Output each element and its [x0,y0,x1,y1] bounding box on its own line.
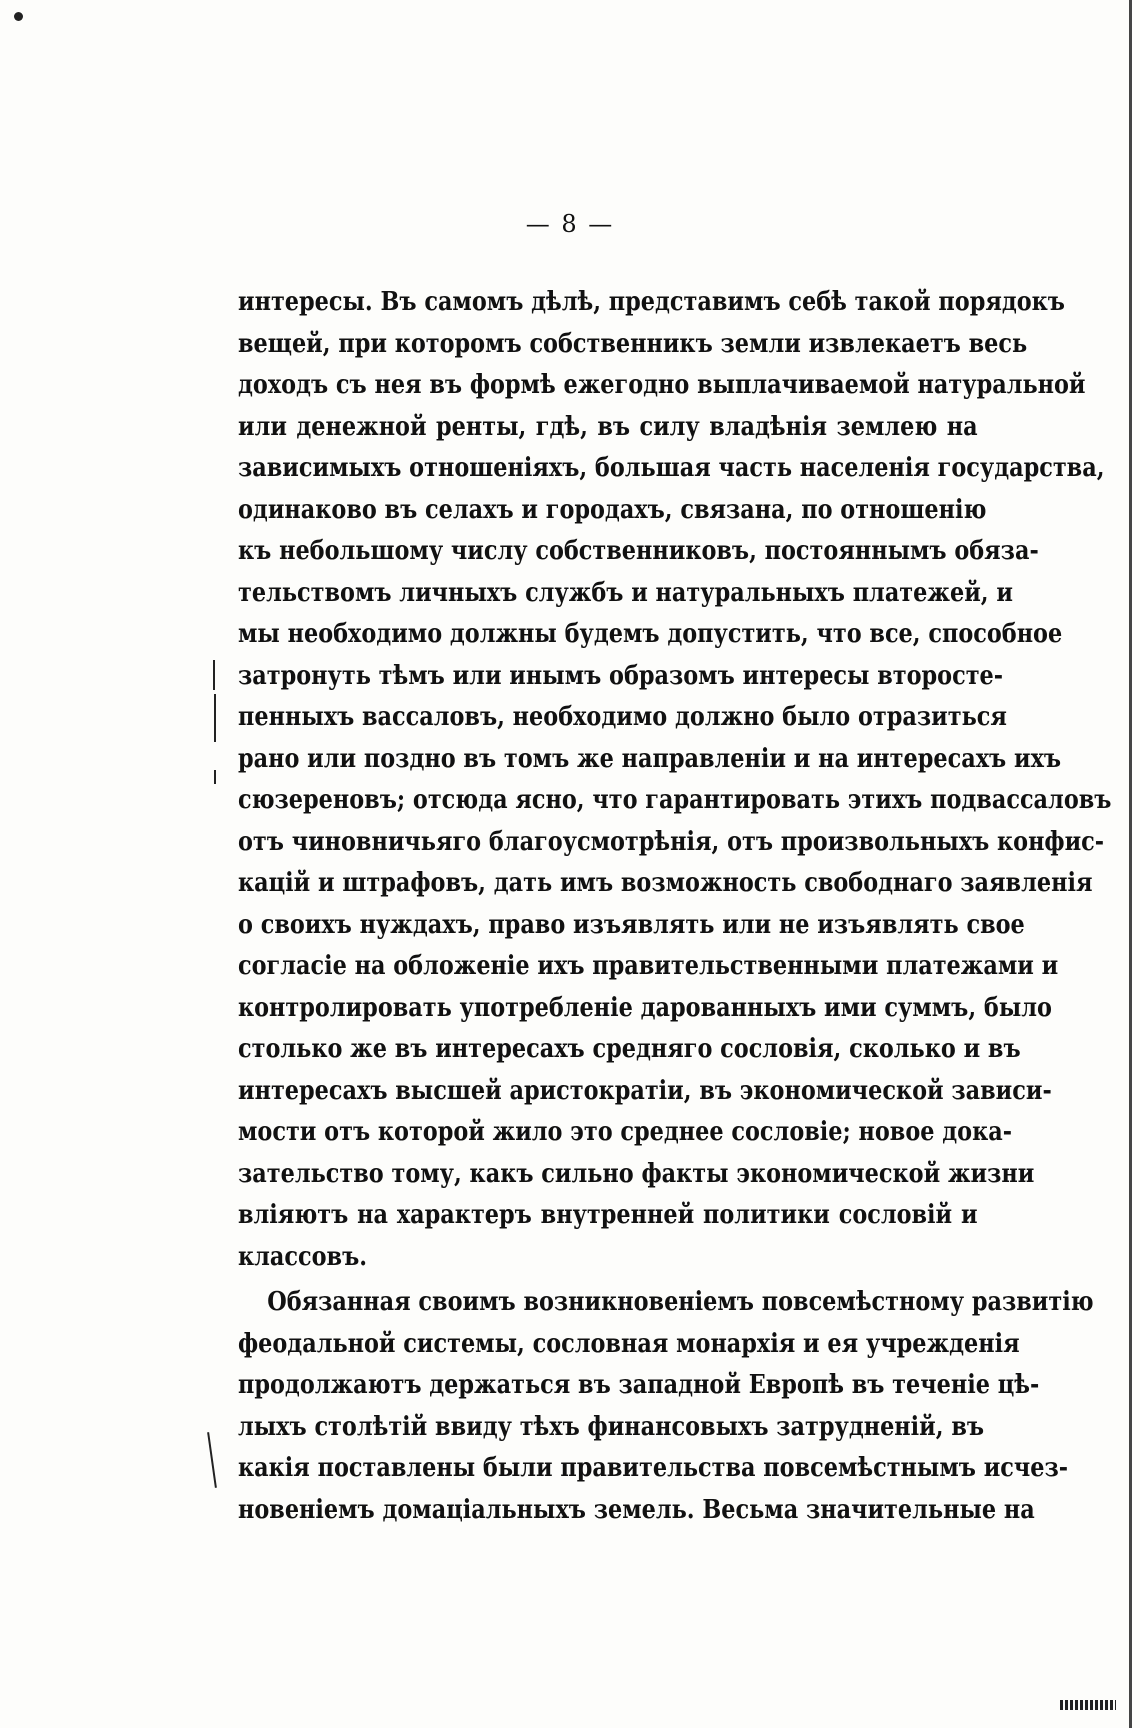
text-line: интересахъ высшей аристократіи, въ экономической зависи- [238,1075,1052,1106]
text-line: продолжаютъ держаться въ западной Европѣ въ теченіе цѣ- [238,1370,1040,1400]
ink-smudge [1060,1700,1116,1710]
text-line: мы необходимо должны будемъ допустить, что все, способное [238,619,1063,649]
text-line: согласіе на обложеніе ихъ правительственными платежами и [238,951,1059,981]
text-line: къ небольшому числу собственниковъ, постояннымъ обяза- [238,536,1039,566]
text-line: сюзереновъ; отсюда ясно, что гарантировать этихъ подвассаловъ [238,785,1112,815]
text-line: вліяютъ на характеръ внутренней политики сословій и [238,1200,978,1230]
text-line: доходъ съ нея въ формѣ ежегодно выплачиваемой натуральной [238,370,1086,400]
text-line: отъ чиновничьяго благоусмотрѣнія, отъ произвольныхъ конфис- [238,826,1105,857]
text-line: контролировать употребленіе дарованныхъ ими суммъ, было [238,992,1052,1023]
text-line: Обязанная своимъ возникновеніемъ повсемѣстному развитію [267,1287,1094,1317]
margin-mark [213,660,215,690]
text-line: кацій и штрафовъ, дать имъ возможность свободнаго заявленія [238,868,1093,898]
paragraph-1 [238,282,1112,1278]
text-line: одинаково въ селахъ и городахъ, связана, по отношенію [238,494,987,525]
text-line: интересы. Въ самомъ дѣлѣ, представимъ себѣ такой порядокъ [238,287,1065,317]
text-line: или денежной ренты, гдѣ, въ силу владѣнія землею на [238,411,978,442]
text-line: феодальной системы, сословная монархія и ея учрежденія [238,1328,1020,1359]
margin-mark [207,1432,217,1488]
text-line: какія поставлены были правительства повсемѣстнымъ исчез- [238,1453,1069,1483]
text-line: классовъ. [238,1241,368,1272]
ink-speck [14,12,23,21]
text-line: зависимыхъ отношеніяхъ, большая часть населенія государства, [238,453,1105,483]
text-line: лыхъ столѣтій ввиду тѣхъ финансовыхъ затрудненій, въ [238,1411,985,1442]
text-line: столько же въ интересахъ средняго сословія, сколько и въ [238,1034,1021,1064]
paragraph-2 [238,1282,1094,1531]
text-line: о своихъ нуждахъ, право изъявлять или не изъявлять свое [238,909,1025,940]
text-line: пенныхъ вассаловъ, необходимо должно было отразиться [238,702,1007,732]
text-line: затронуть тѣмъ или инымъ образомъ интересы второсте- [238,660,1004,691]
margin-mark [214,770,216,784]
text-line: рано или поздно въ томъ же направленіи и на интересахъ ихъ [238,743,1062,774]
text-line: тельствомъ личныхъ службъ и натуральныхъ платежей, и [238,577,1013,608]
text-line: вещей, при которомъ собственникъ земли извлекаетъ весь [238,328,1028,359]
text-line: новеніемъ домаціальныхъ земель. Весьма значительные на [238,1494,1035,1525]
page-number: — 8 — [525,210,615,238]
text-line: зательство тому, какъ сильно факты экономической жизни [238,1158,1035,1189]
body-text [238,282,1112,1531]
page-edge-line [1129,0,1132,1728]
margin-mark [214,694,216,742]
text-line: мости отъ которой жило это среднее сословіе; новое дока- [238,1117,1012,1147]
